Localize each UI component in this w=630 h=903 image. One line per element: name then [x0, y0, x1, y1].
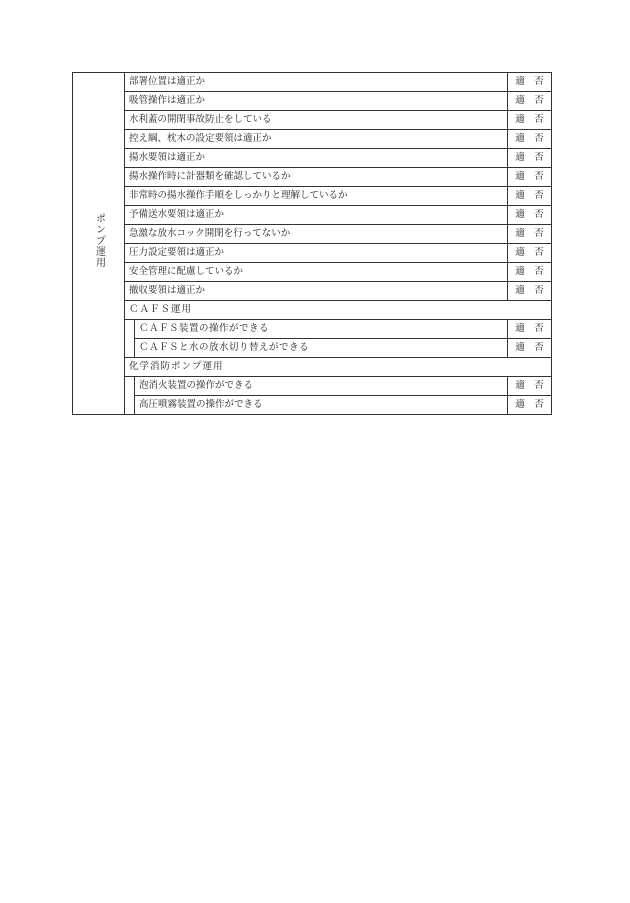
table-row: [73, 263, 552, 282]
judgement-cell: [508, 282, 552, 301]
ng-mark[interactable]: 否: [534, 190, 544, 201]
category-cell: [73, 73, 125, 415]
ng-mark[interactable]: 否: [534, 95, 544, 106]
item-text: 水利蓋の開閉事故防止をしている: [125, 111, 508, 130]
indent-cell: [125, 377, 135, 396]
judgement-cell: [508, 320, 552, 339]
judgement-cell: [508, 244, 552, 263]
ok-mark[interactable]: 適: [515, 399, 525, 410]
ng-mark[interactable]: 否: [534, 266, 544, 277]
ok-mark[interactable]: 適: [515, 114, 525, 125]
table-row: [73, 149, 552, 168]
item-text: 高圧噴霧装置の操作ができる: [135, 396, 508, 415]
category-label: ポンプ運用: [93, 212, 105, 268]
ok-mark[interactable]: 適: [515, 76, 525, 87]
judgement-cell: [508, 130, 552, 149]
group-header-row: [73, 358, 552, 377]
judgement-cell: [508, 263, 552, 282]
ng-mark[interactable]: 否: [534, 399, 544, 410]
ok-mark[interactable]: 適: [515, 209, 525, 220]
table-row: [73, 73, 552, 92]
item-text: 撤収要領は適正か: [125, 282, 508, 301]
ng-mark[interactable]: 否: [534, 209, 544, 220]
item-text: 圧力設定要領は適正か: [125, 244, 508, 263]
judgement-cell: [508, 396, 552, 415]
item-text: 予備送水要領は適正か: [125, 206, 508, 225]
table-row: [73, 320, 552, 339]
item-text: 吸管操作は適正か: [125, 92, 508, 111]
table-row: [73, 111, 552, 130]
judgement-cell: [508, 377, 552, 396]
ng-mark[interactable]: 否: [534, 228, 544, 239]
item-text: 安全管理に配慮しているか: [125, 263, 508, 282]
ok-mark[interactable]: 適: [515, 380, 525, 391]
judgement-cell: [508, 187, 552, 206]
table-row: [73, 225, 552, 244]
indent-cell: [125, 396, 135, 415]
item-text: 控え綱、枕木の設定要領は適正か: [125, 130, 508, 149]
ng-mark[interactable]: 否: [534, 323, 544, 334]
ok-mark[interactable]: 適: [515, 323, 525, 334]
ng-mark[interactable]: 否: [534, 76, 544, 87]
table-row: [73, 244, 552, 263]
ok-mark[interactable]: 適: [515, 285, 525, 296]
item-text: 泡消火装置の操作ができる: [135, 377, 508, 396]
judgement-cell: [508, 73, 552, 92]
indent-cell: [125, 320, 135, 339]
item-text: 部署位置は適正か: [125, 73, 508, 92]
table-row: [73, 282, 552, 301]
table-row: [73, 92, 552, 111]
table-row: [73, 187, 552, 206]
indent-cell: [125, 339, 135, 358]
ok-mark[interactable]: 適: [515, 152, 525, 163]
ng-mark[interactable]: 否: [534, 247, 544, 258]
item-text: 非常時の揚水操作手順をしっかりと理解しているか: [125, 187, 508, 206]
judgement-cell: [508, 111, 552, 130]
group-header-row: [73, 301, 552, 320]
ng-mark[interactable]: 否: [534, 285, 544, 296]
ok-mark[interactable]: 適: [515, 266, 525, 277]
ng-mark[interactable]: 否: [534, 133, 544, 144]
ok-mark[interactable]: 適: [515, 228, 525, 239]
table-row: [73, 130, 552, 149]
item-text: 急激な放水コック開閉を行ってないか: [125, 225, 508, 244]
ng-mark[interactable]: 否: [534, 171, 544, 182]
judgement-cell: [508, 339, 552, 358]
group-title: ＣＡＦＳ運用: [125, 301, 552, 320]
ok-mark[interactable]: 適: [515, 95, 525, 106]
ng-mark[interactable]: 否: [534, 114, 544, 125]
item-text: 揚水操作時に計器類を確認しているか: [125, 168, 508, 187]
ng-mark[interactable]: 否: [534, 380, 544, 391]
judgement-cell: [508, 92, 552, 111]
item-text: 揚水要領は適正か: [125, 149, 508, 168]
judgement-cell: [508, 206, 552, 225]
ng-mark[interactable]: 否: [534, 342, 544, 353]
ok-mark[interactable]: 適: [515, 247, 525, 258]
ok-mark[interactable]: 適: [515, 171, 525, 182]
ok-mark[interactable]: 適: [515, 342, 525, 353]
group-title: 化学消防ポンプ運用: [125, 358, 552, 377]
item-text: ＣＡＦＳと水の放水切り替えができる: [135, 339, 508, 358]
ok-mark[interactable]: 適: [515, 190, 525, 201]
judgement-cell: [508, 225, 552, 244]
judgement-cell: [508, 149, 552, 168]
checklist-sheet: [72, 72, 551, 415]
table-row: [73, 168, 552, 187]
ok-mark[interactable]: 適: [515, 133, 525, 144]
item-text: ＣＡＦＳ装置の操作ができる: [135, 320, 508, 339]
table-row: [73, 396, 552, 415]
table-row: [73, 377, 552, 396]
table-row: [73, 339, 552, 358]
table-row: [73, 206, 552, 225]
ng-mark[interactable]: 否: [534, 152, 544, 163]
checklist-table: [72, 72, 552, 415]
judgement-cell: [508, 168, 552, 187]
